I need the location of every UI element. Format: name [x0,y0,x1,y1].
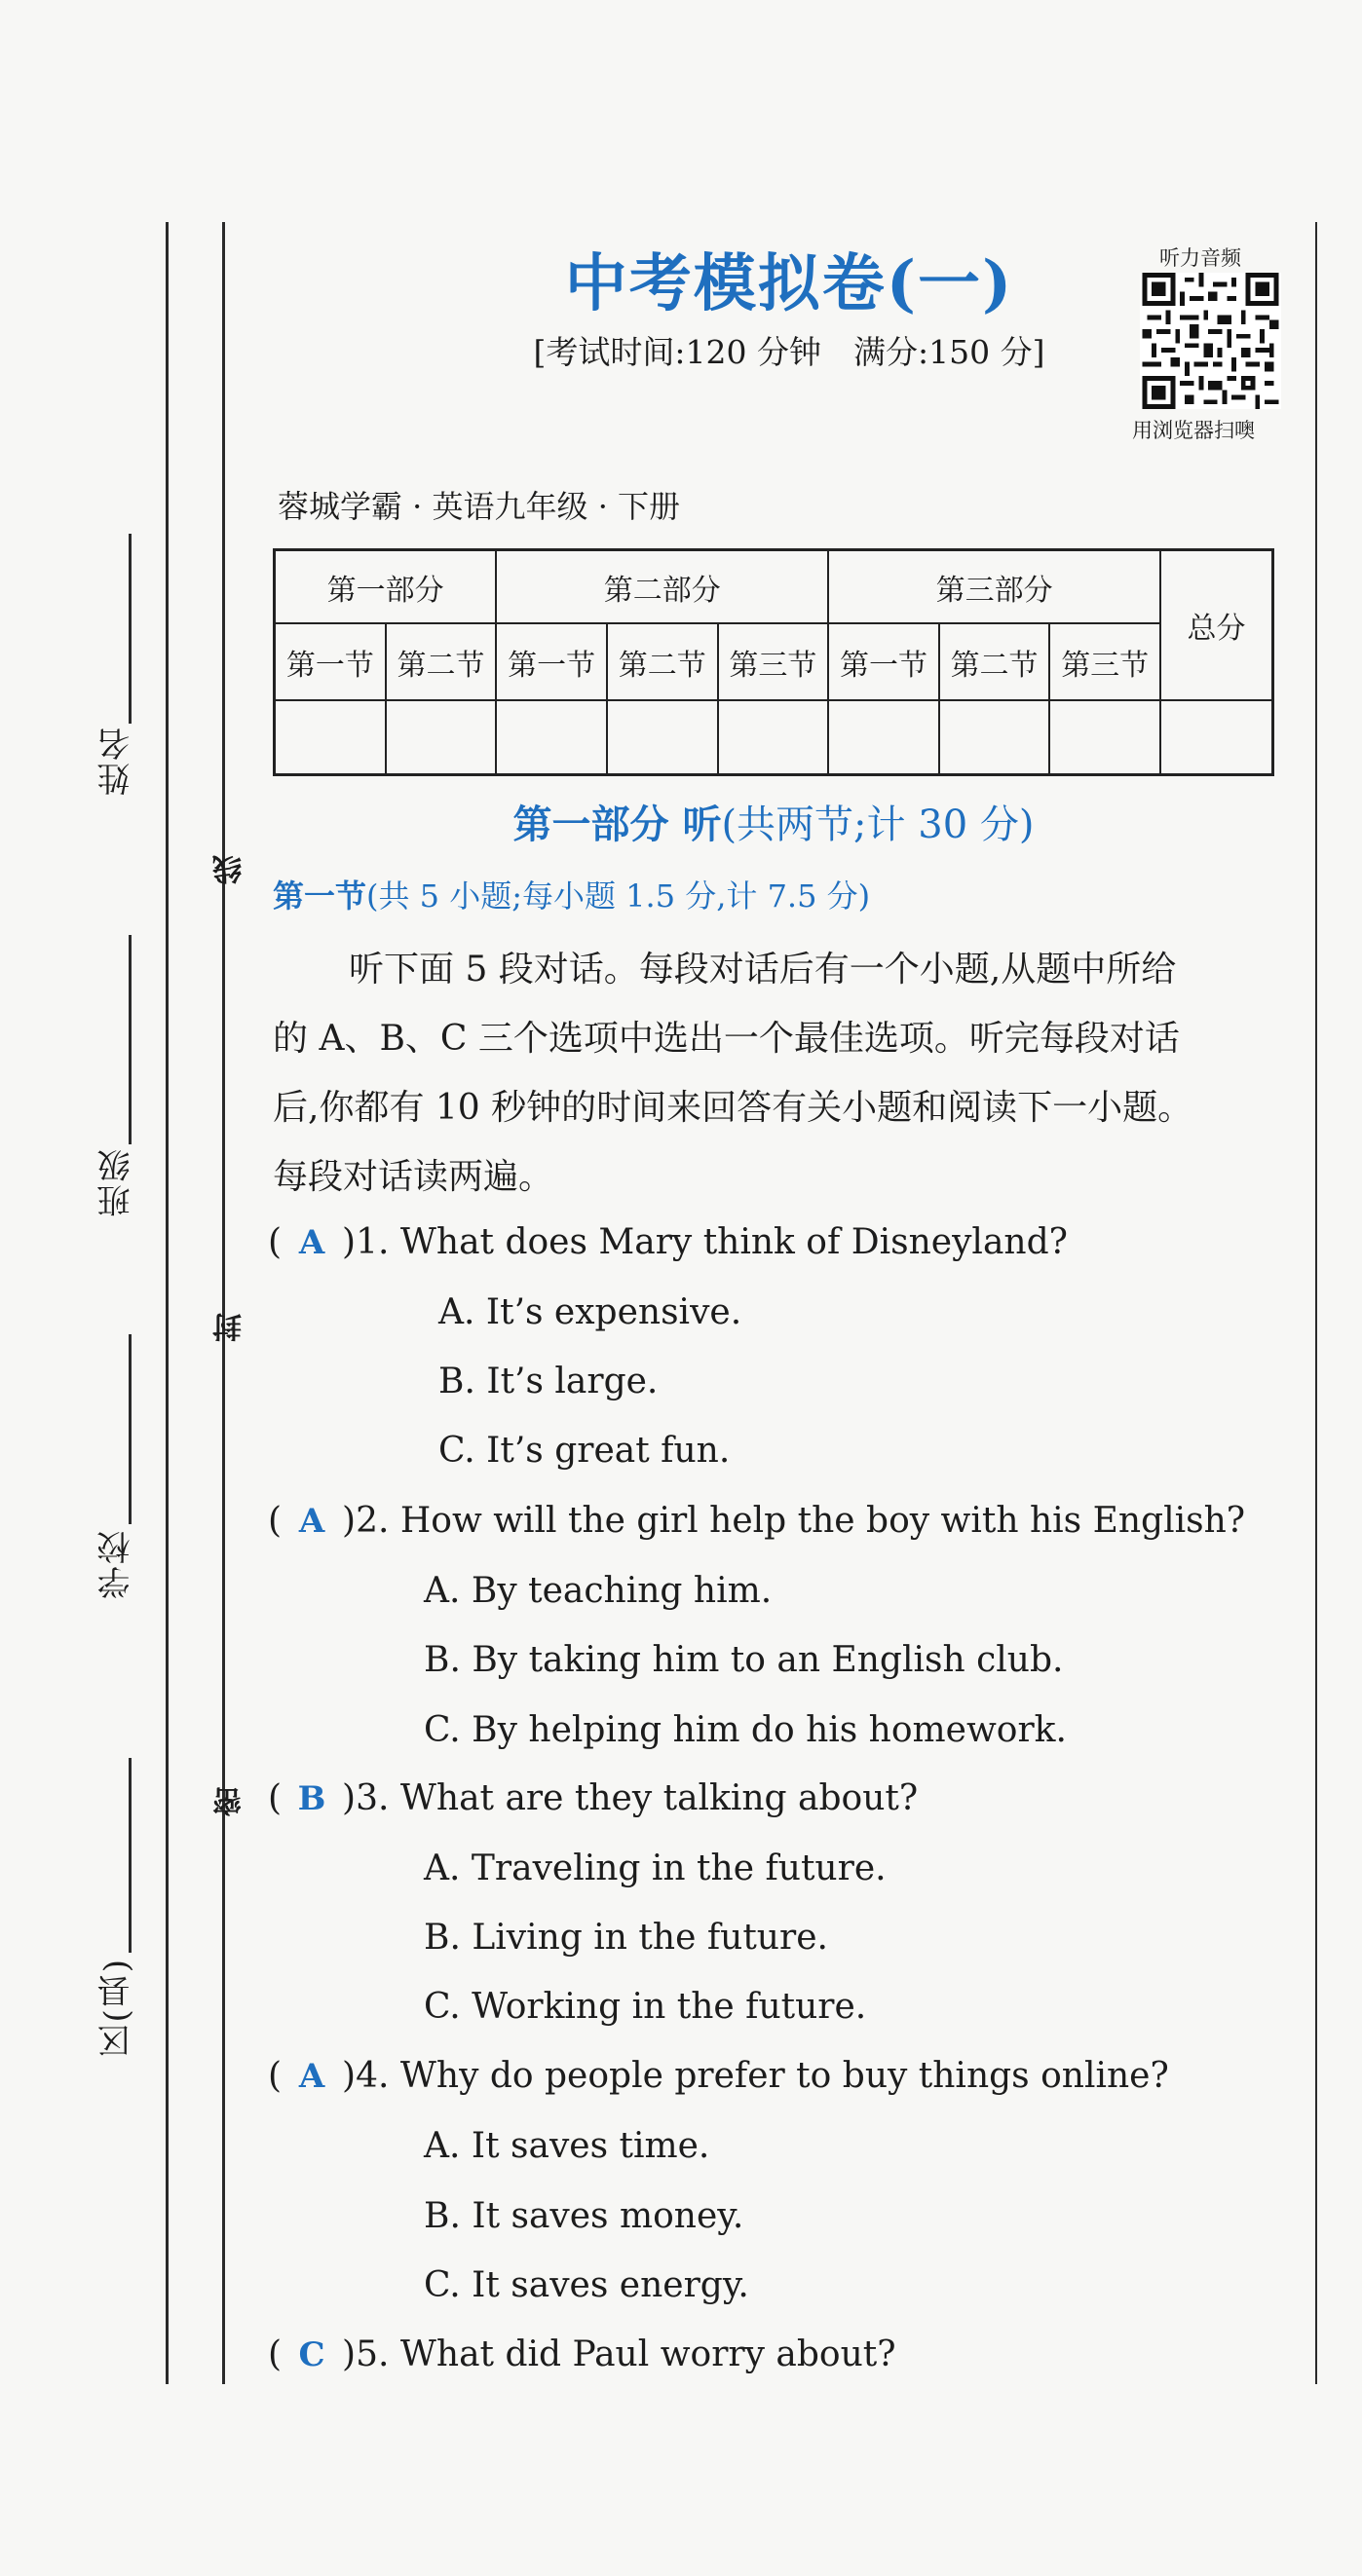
exam-subtitle: [考试时间:120 分钟 满分:150 分] [533,333,1045,371]
option-4c: C. It saves energy. [424,2265,749,2305]
table-section: 第一节 [496,623,607,700]
table-header-part2: 第二部分 [496,550,828,624]
qr-top-caption: 听力音频 [1159,246,1241,270]
question-2 [268,1501,1245,1541]
binding-line-inner [222,222,225,2384]
part1-title-note: (共两节;计 30 分) [721,803,1035,847]
table-section: 第一节 [828,623,939,700]
option-2c: C. By helping him do his homework. [424,1710,1067,1750]
question-text: )1. What does Mary think of Disneyland? [342,1222,1068,1262]
question-3 [268,1778,918,1818]
question-1 [268,1222,1068,1262]
option-1a: A. It’s expensive. [438,1292,742,1332]
answer-paren-open: ( [268,2334,283,2374]
score-cell[interactable] [386,700,497,775]
name-label: 姓名 [97,726,136,796]
name-blank[interactable] [129,534,132,724]
table-header-total: 总分 [1160,550,1273,701]
answer-paren-open: ( [268,1222,283,1262]
option-1c: C. It’s great fun. [438,1431,731,1471]
question-text: )5. What did Paul worry about? [342,2334,896,2374]
part1-title [273,794,1274,849]
table-section: 第三节 [718,623,829,700]
question-text: )4. Why do people prefer to buy things online? [342,2056,1169,2096]
instruction-line: 听下面 5 段对话。每段对话后有一个小题,从题中所给 [349,950,1177,989]
table-header-part1: 第一部分 [275,550,497,624]
district-label: 区(县) [97,1958,136,2058]
question-text: )2. How will the girl help the boy with his English? [342,1501,1246,1541]
score-cell[interactable] [607,700,718,775]
table-section: 第三节 [1049,623,1160,700]
class-blank[interactable] [129,935,132,1144]
book-source: 蓉城学霸 · 英语九年级 · 下册 [278,488,681,525]
section1-title-note: (共 5 小题;每小题 1.5 分,计 7.5 分) [366,877,871,915]
table-section: 第二节 [386,623,497,700]
score-cell[interactable] [828,700,939,775]
score-table [273,548,1274,776]
answer-paren-open: ( [268,1778,283,1818]
answer-5[interactable]: C [298,2335,325,2374]
class-label: 班级 [97,1147,136,1217]
score-cell[interactable] [496,700,607,775]
answer-2[interactable]: A [298,1502,325,1541]
instruction-line: 每段对话读两遍。 [273,1157,554,1197]
instructions [273,935,1276,1212]
option-3c: C. Working in the future. [424,1987,867,2027]
qr-bottom-caption: 用浏览器扫噢 [1132,419,1255,442]
score-cell[interactable] [275,700,386,775]
question-5 [268,2334,896,2374]
school-blank[interactable] [129,1334,132,1524]
table-section: 第二节 [607,623,718,700]
district-blank[interactable] [129,1758,132,1953]
question-4 [268,2056,1169,2096]
answer-4[interactable]: A [298,2057,325,2096]
seal-char-secret: 密 [213,1787,247,1816]
answer-1[interactable]: A [298,1223,325,1262]
total-score-cell[interactable] [1160,700,1273,775]
instruction-line: 后,你都有 10 秒钟的时间来回答有关小题和阅读下一小题。 [273,1088,1193,1128]
option-1b: B. It’s large. [438,1362,659,1401]
exam-title: 中考模拟卷(一) [564,247,1014,320]
option-3b: B. Living in the future. [424,1918,828,1958]
section1-title [273,872,870,916]
answer-paren-open: ( [268,2056,283,2096]
answer-3[interactable]: B [297,1779,326,1818]
option-4b: B. It saves money. [424,2196,744,2236]
option-2b: B. By taking him to an English club. [424,1640,1064,1680]
option-4a: A. It saves time. [424,2126,710,2166]
score-cell[interactable] [1049,700,1160,775]
binding-line-outer [166,222,169,2384]
table-section: 第一节 [275,623,386,700]
seal-char-line: 线 [213,855,247,884]
option-3a: A. Traveling in the future. [424,1848,887,1888]
qr-code-icon[interactable] [1140,273,1281,409]
seal-char-seal: 封 [213,1313,247,1342]
table-section: 第二节 [939,623,1050,700]
score-cell[interactable] [718,700,829,775]
section1-title-main: 第一节 [273,877,367,915]
question-text: )3. What are they talking about? [342,1778,919,1818]
table-header-part3: 第三部分 [828,550,1160,624]
score-cell[interactable] [939,700,1050,775]
page-right-border [1315,222,1317,2384]
part1-title-main: 第一部分 听 [512,802,722,847]
answer-paren-open: ( [268,1501,283,1541]
instruction-line: 的 A、B、C 三个选项中选出一个最佳选项。听完每段对话 [273,1019,1180,1059]
option-2a: A. By teaching him. [424,1571,773,1611]
school-label: 学校 [97,1529,136,1599]
